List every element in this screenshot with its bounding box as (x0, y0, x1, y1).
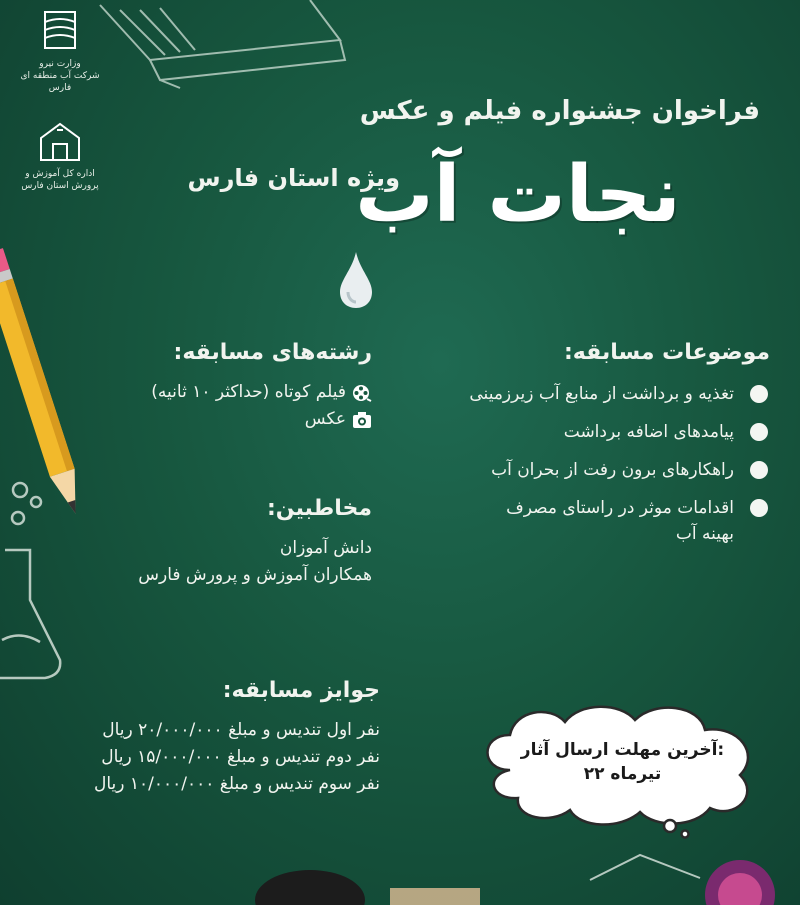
film-reel-icon (352, 384, 372, 402)
water-drop-icon (336, 250, 376, 310)
audience-item-staff: همکاران آموزش و پرورش فارس (138, 565, 372, 585)
main-title: نجات آب (355, 150, 681, 240)
prizes-title: جوایز مسابقه: (222, 678, 380, 703)
prize-third: نفر سوم تندیس و مبلغ ۱۰/۰۰۰/۰۰۰ ریال (94, 774, 380, 794)
field-item-photo: عکس (42, 406, 372, 433)
audience-title: مخاطبین: (266, 496, 372, 521)
water-company-logo (20, 8, 100, 94)
topics-list (380, 381, 770, 547)
ministry-energy-caption: وزارت نیرو (39, 59, 81, 69)
fields-section (42, 340, 372, 433)
deadline-date: ۲۲ تیرماه (583, 764, 662, 784)
education-emblem-icon (31, 118, 89, 164)
water-company-caption: شرکت آب منطقه ای فارس (20, 71, 100, 93)
audience-item-students: دانش آموزان (279, 538, 372, 558)
bullet-icon (750, 385, 768, 403)
list-item: اقدامات موثر در راستای مصرف بهینه آب (484, 495, 770, 547)
book-doodle (90, 0, 350, 90)
bullet-icon (750, 461, 768, 479)
bottom-decoration (240, 840, 800, 905)
topics-section (380, 340, 770, 559)
deadline-text (505, 738, 740, 786)
bullet-icon (750, 423, 768, 441)
bullet-icon (750, 499, 768, 517)
field-item-film: فیلم کوتاه (حداکثر ۱۰ ثانیه) (42, 379, 372, 406)
prize-second: نفر دوم تندیس و مبلغ ۱۵/۰۰۰/۰۰۰ ریال (101, 747, 380, 767)
festival-subtitle: فراخوان جشنواره فیلم و عکس (359, 96, 760, 126)
education-logo (20, 118, 100, 192)
education-caption: اداره کل آموزش و پرورش استان فارس (21, 169, 99, 191)
deadline-label: آخرین مهلت ارسال آثار: (520, 740, 725, 760)
list-item: راهکارهای برون رفت از بحران آب (380, 457, 770, 483)
camera-icon (352, 411, 372, 429)
fields-title: رشته‌های مسابقه: (173, 340, 372, 365)
ministry-emblem-icon (31, 8, 89, 54)
list-item: تغذیه و برداشت از منابع آب زیرزمینی (380, 381, 770, 407)
prizes-section (0, 678, 380, 798)
topics-title: موضوعات مسابقه: (563, 340, 770, 365)
list-item: پیامدهای اضافه برداشت (380, 419, 770, 445)
audience-section (12, 496, 372, 589)
prize-first: نفر اول تندیس و مبلغ ۲۰/۰۰۰/۰۰۰ ریال (102, 720, 380, 740)
special-for-province: ویژه استان فارس (187, 164, 400, 192)
